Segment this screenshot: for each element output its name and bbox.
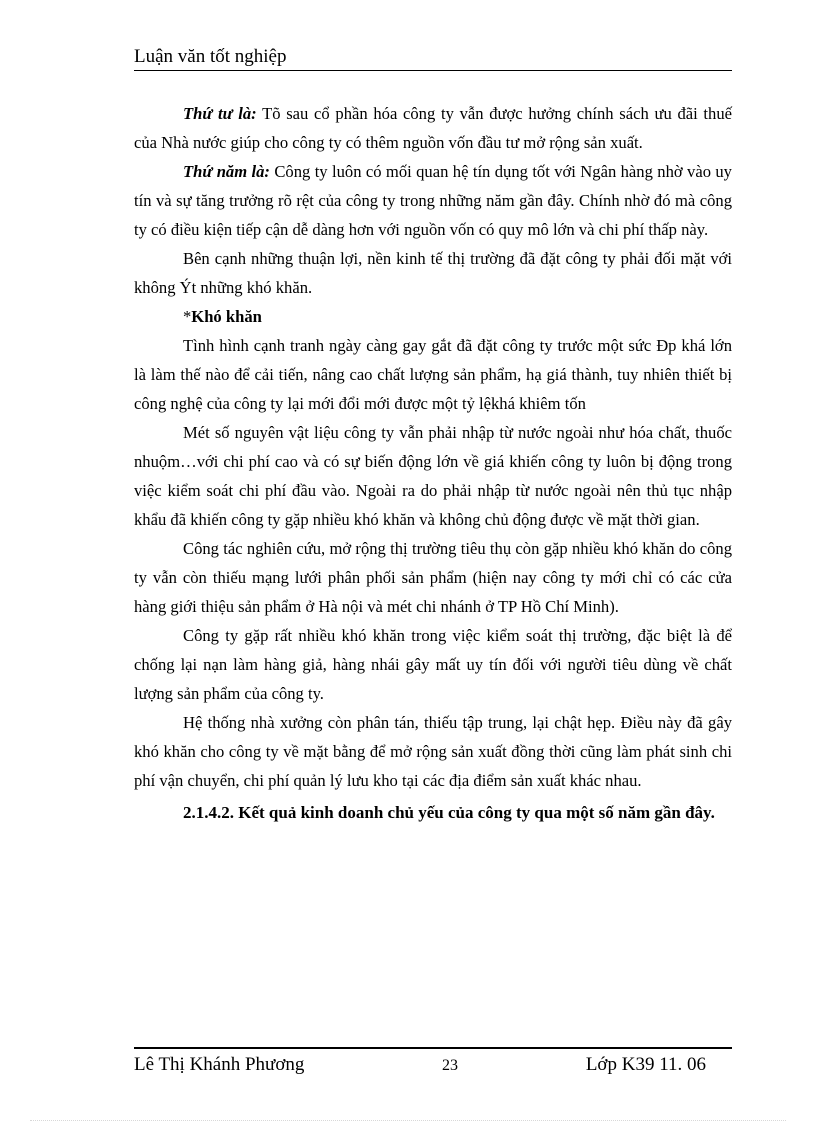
paragraph-facilities: Hệ thống nhà xưởng còn phân tán, thiếu tập trung, lại chật hẹp. Điều này đã gây khó khăn cho công ty về mặt bằng để mở rộng sản xuất đồng thời cũng làm phát sinh chi phí vận chuyển, chi phí quản lý lưu kho tại các địa điểm sản xuất khác nhau. [134, 713, 732, 790]
paragraph-lead: Thứ năm là: [183, 162, 270, 181]
page-bottom-divider [30, 1120, 786, 1121]
paragraph-transition: Bên cạnh những thuận lợi, nền kinh tế thị trường đã đặt công ty phải đối mặt với không Ýt những khó khăn. [134, 249, 732, 297]
paragraph-strength-5 [134, 157, 732, 244]
header-title: Luận văn tốt nghiệp [134, 46, 287, 67]
section-heading: 2.1.4.2. Kết quả kinh doanh chủ yếu của công ty qua một số năm gần đây. [183, 803, 715, 822]
footer-author: Lê Thị Khánh Phương [134, 1054, 305, 1075]
paragraph-text: Công ty luôn có mối quan hệ tín dụng tốt với Ngân hàng nhờ vào uy tín và sự tăng trưởng rõ rệt của công ty trong những năm gần đây. Chính nhờ đó mà công ty có điều kiện tiếp cận dễ dàng hơn với nguồn vốn có quy mô lớn và chi phí thấp này. [134, 162, 732, 239]
footer-page-number: 23 [442, 1057, 458, 1074]
subheading-prefix: * [183, 307, 192, 326]
subheading-difficulties [134, 302, 732, 331]
page-header [134, 44, 732, 71]
paragraph-text: Tõ sau cổ phần hóa công ty vẫn được hưởng chính sách ưu đãi thuế của Nhà nước giúp cho công ty có thêm nguồn vốn đầu tư mở rộng sản xuất. [134, 104, 732, 152]
body-content [134, 99, 732, 827]
page-footer [134, 1047, 732, 1083]
paragraph-lead: Thứ tư là: [183, 104, 257, 123]
subheading-label: Khó khăn [191, 307, 262, 326]
paragraph-market-control: Công ty gặp rất nhiều khó khăn trong việc kiểm soát thị trường, đặc biệt là để chống lại nạn làm hàng giả, hàng nhái gây mất uy tín đối với người tiêu dùng về chất lượng sản phẩm của công ty. [134, 626, 732, 703]
footer-class: Lớp K39 11. 06 [585, 1054, 706, 1075]
paragraph-market-research: Công tác nghiên cứu, mở rộng thị trường tiêu thụ còn gặp nhiều khó khăn do công ty vẫn còn thiếu mạng lưới phân phối sản phẩm (hiện nay công ty mới chỉ có các cửa hàng giới thiệu sản phẩm ở Hà nội và mét chi nhánh ở TP Hồ Chí Minh). [134, 539, 732, 616]
paragraph-competition: Tình hình cạnh tranh ngày càng gay gắt đã đặt công ty trước một sức Ðp khá lớn là làm thế nào để cải tiến, nâng cao chất lượng sản phẩm, hạ giá thành, tuy nhiên thiết bị công nghệ của công ty lại mới đổi mới được một tỷ lệkhá khiêm tốn [134, 336, 732, 413]
paragraph-strength-4 [134, 99, 732, 157]
paragraph-materials: Mét số nguyên vật liệu công ty vẫn phải nhập từ nước ngoài như hóa chất, thuốc nhuộm…với chi phí cao và có sự biến động lớn về giá khiến công ty luôn bị động trong việc kiểm soát chi phí đầu vào. Ngoài ra do phải nhập từ nước ngoài nên thủ tục nhập khẩu đã khiến công ty gặp nhiều khó khăn và không chủ động được về mặt thời gian. [134, 423, 732, 529]
